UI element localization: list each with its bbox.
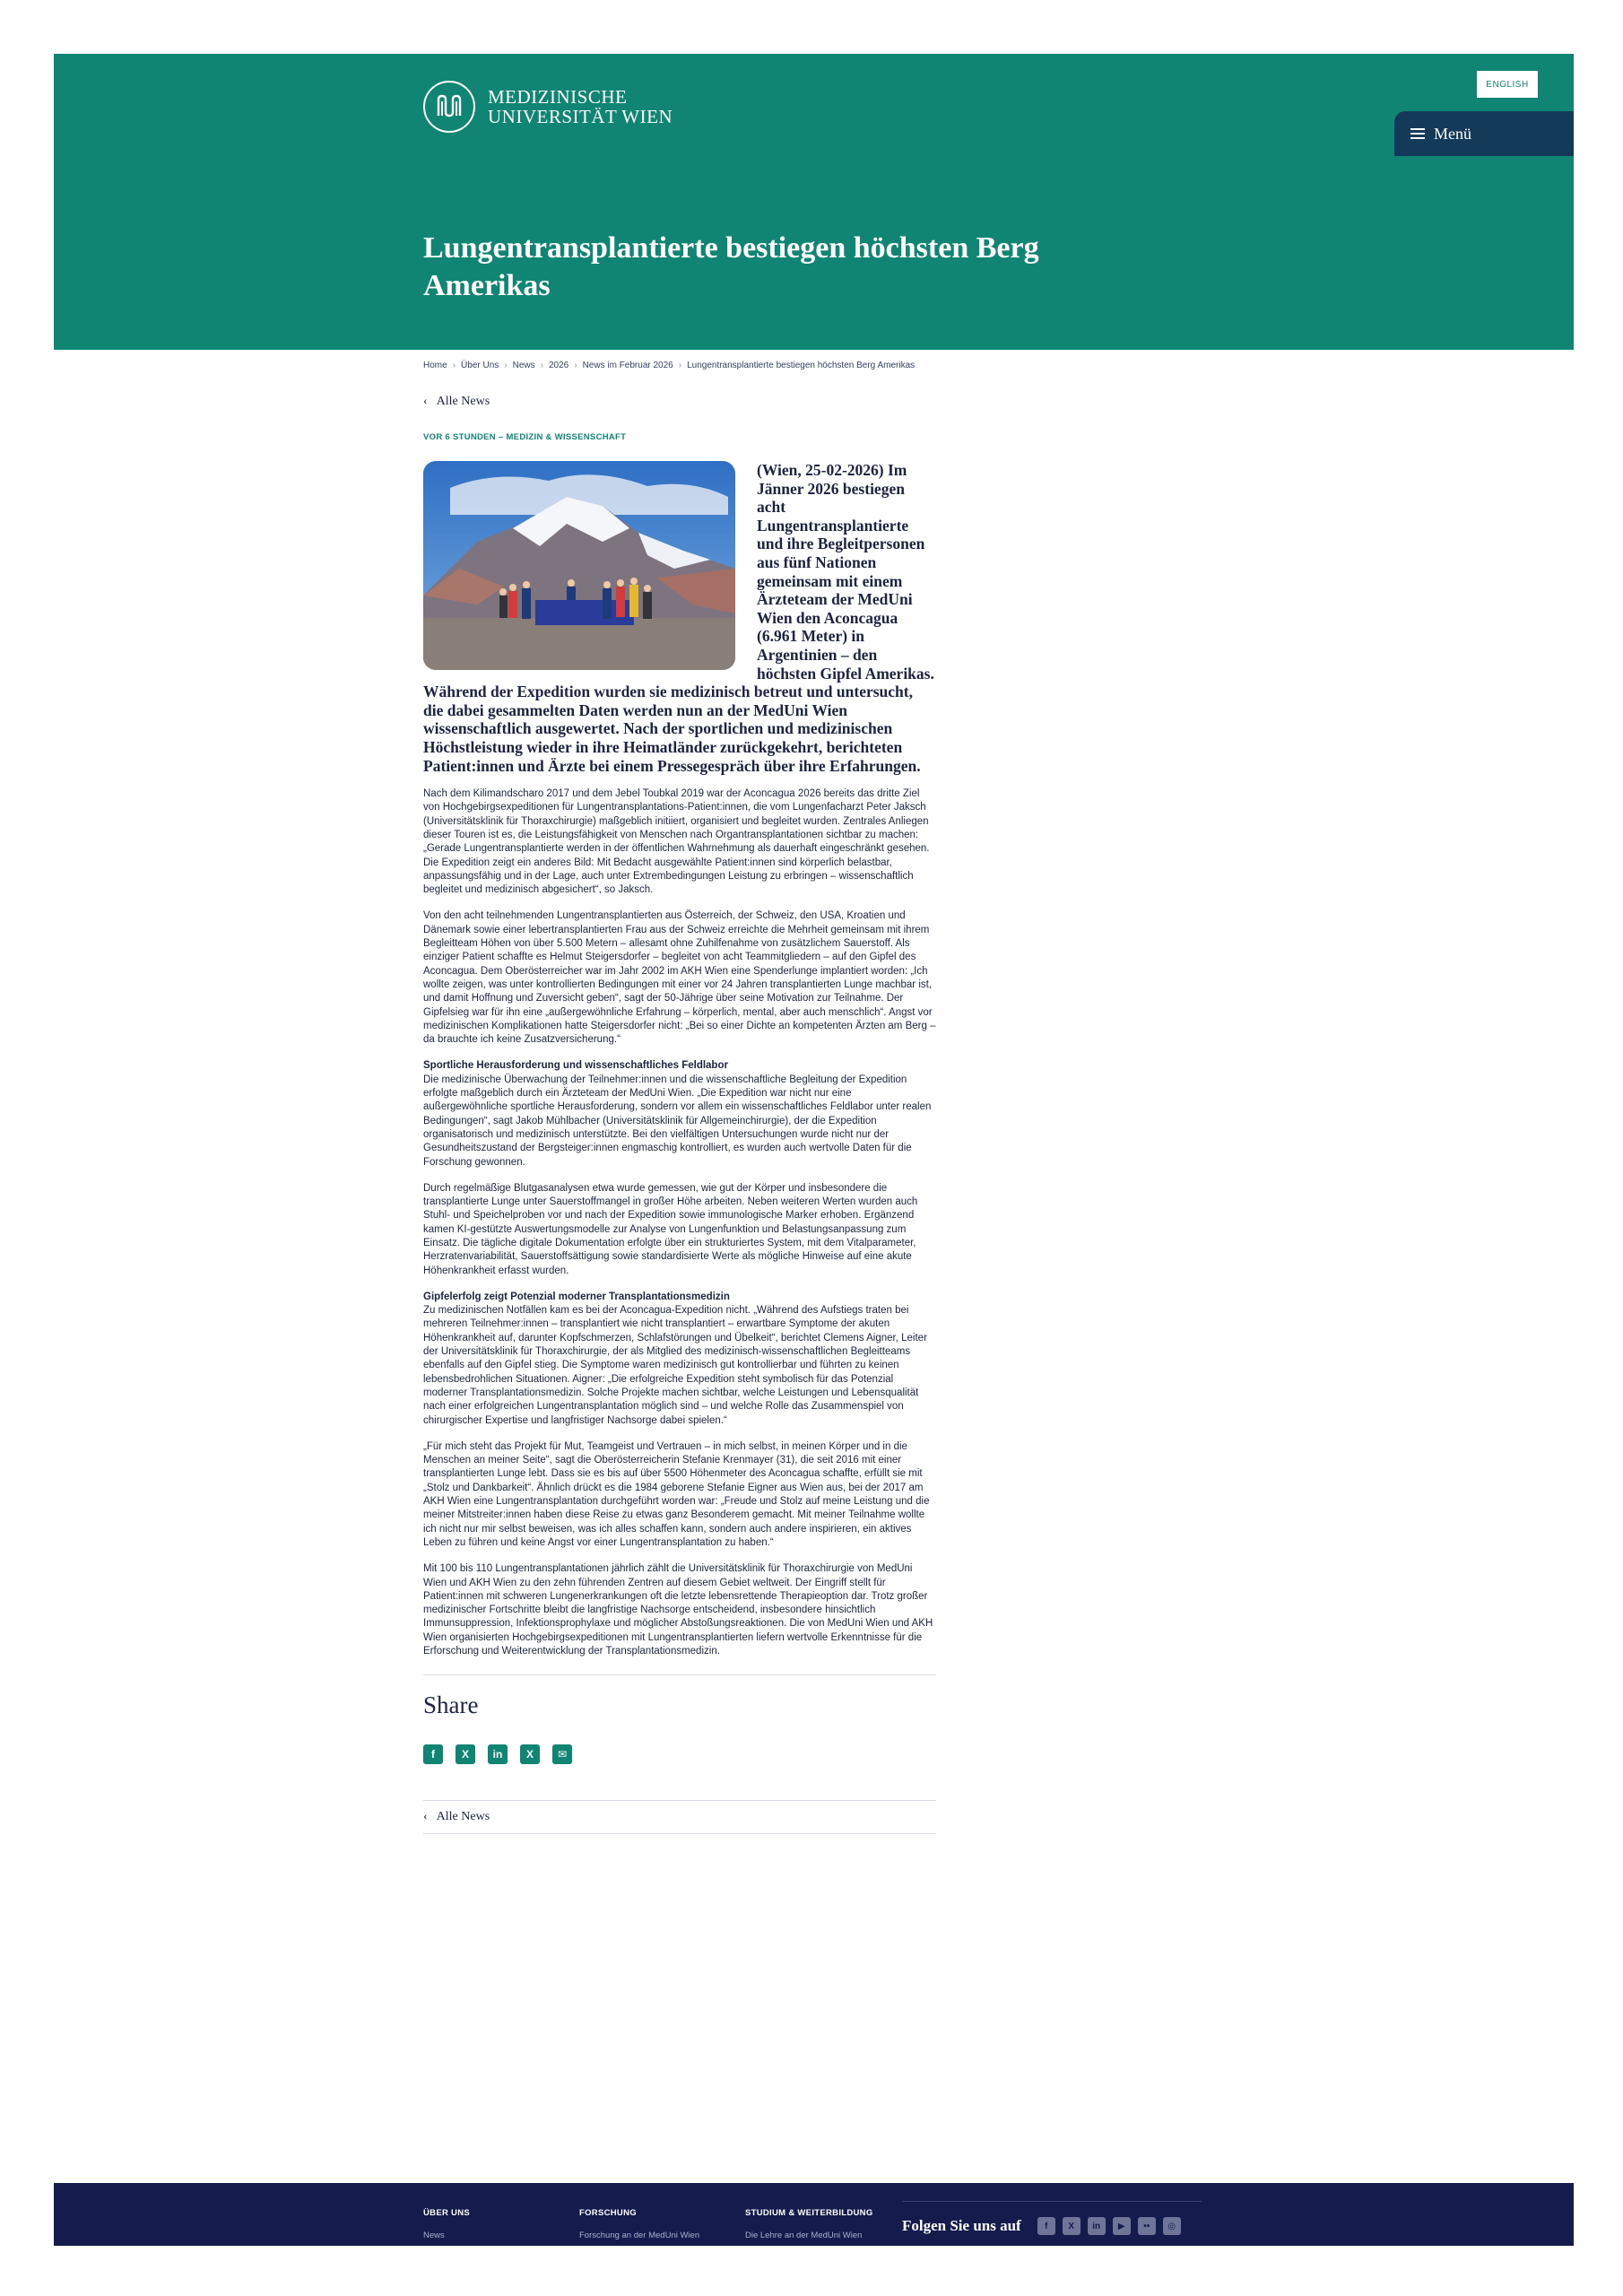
breadcrumb-item-home[interactable]: Home bbox=[423, 361, 447, 370]
social-row bbox=[902, 2217, 1202, 2235]
footer-link[interactable]: News bbox=[423, 2231, 445, 2240]
x-share-icon[interactable]: X bbox=[456, 1744, 475, 1764]
footer-column-studium bbox=[745, 2208, 873, 2240]
chevron-left-icon: ‹ bbox=[423, 395, 428, 408]
section-heading: Sportliche Herausforderung und wissenschaftliches Feldlabor bbox=[423, 1060, 728, 1072]
divider bbox=[423, 1833, 936, 1834]
breadcrumb-item-news[interactable]: News bbox=[512, 361, 535, 370]
social-follow bbox=[902, 2201, 1202, 2235]
footer-column-forschung bbox=[579, 2208, 699, 2240]
footer-link[interactable]: Die Lehre an der MedUni Wien bbox=[745, 2231, 863, 2240]
page-title: Lungentransplantierte bestiegen höchsten Berg Amerikas bbox=[423, 231, 1039, 302]
facebook-share-icon[interactable]: f bbox=[423, 1744, 443, 1764]
chevron-right-icon: › bbox=[574, 361, 577, 370]
footer-heading: FORSCHUNG bbox=[579, 2208, 637, 2218]
publish-time: VOR 6 STUNDEN bbox=[423, 432, 496, 442]
flickr-icon[interactable]: •• bbox=[1138, 2217, 1156, 2235]
back-to-news-link[interactable] bbox=[423, 395, 936, 409]
back-to-news-link-bottom[interactable] bbox=[423, 1810, 936, 1824]
breadcrumb bbox=[423, 361, 936, 370]
share-buttons bbox=[423, 1744, 936, 1764]
body-paragraph: Von den acht teilnehmenden Lungentransplantierten aus Österreich, der Schweiz, den USA, Kroatien und Dänemark sowie einer lebertransplantierten Frau aus der Schweiz erreichte die Mehrheit gemeinsam mit ihrem Begleitteam Höhen von über 5.500 Metern – allesamt ohne Zuhilfenahme von zusätzlichem Sauerstoff. Als einziger Patient schaffte es Helmut Steigersdorfer – begleitet von acht Teammitgliedern – auf den Gipfel des Aconcagua. Dem Oberösterreicher war im Jahr 2002 im AKH Wien eine Spenderlunge implantiert worden: „Ich wollte zeigen, was unter kontrollierten Bedingungen mit einer vor 24 Jahren transplantierten Lunge machbar ist, und damit Hoffnung und Zuversicht geben“, sagt der 50-Jährige über seine Motivation zur Teilnahme. Der Gipfelsieg war für ihn eine „außergewöhnliche Erfahrung – körperlich, mental, aber auch menschlich“. Angst vor medizinischen Komplikationen hatte Steigersdorfer nicht: „Bei so einer Dichte an kompetenten Ärzten am Berg – da brauchte ich keine Zusatzversicherung.“ bbox=[423, 910, 936, 1046]
breadcrumb-item-2026[interactable]: 2026 bbox=[548, 361, 569, 370]
footer-column-ueber-uns bbox=[423, 2208, 470, 2240]
youtube-icon[interactable]: ▶ bbox=[1113, 2217, 1131, 2235]
language-switch-button[interactable]: ENGLISH bbox=[1477, 71, 1538, 98]
article bbox=[423, 359, 936, 1834]
footer-heading: STUDIUM & WEITERBILDUNG bbox=[745, 2208, 873, 2218]
meta-separator: – bbox=[498, 432, 504, 442]
logo-line-1: MEDIZINISCHE bbox=[488, 86, 628, 108]
chevron-right-icon: › bbox=[678, 361, 682, 370]
back-link-label: Alle News bbox=[436, 395, 490, 408]
logo-wordmark bbox=[488, 87, 673, 126]
body-paragraph: Durch regelmäßige Blutgasanalysen etwa wurde gemessen, wie gut der Körper und insbesondere die transplantierte Lunge unter Sauerstoffmangel in großer Höhe arbeiten. Neben weiteren Werten wurden auch Stuhl- und Speichelproben vor und nach der Expedition sowie immunologische Marker erhoben. Ergänzend kamen KI-gestützte Auswertungsmodelle zur Analyse von Lungenfunktion und Belastungsanpassung zum Einsatz. Die tägliche digitale Dokumentation erfolgte über ein strukturiertes System, mit dem Vitalparameter, Herzratenvariabilität, Sauerstoffsättigung sowie standardisierte Werte als mögliche Hinweise auf eine akute Höhenkrankheit erfasst wurden. bbox=[423, 1182, 918, 1276]
body-paragraph: Nach dem Kilimandscharo 2017 und dem Jebel Toubkal 2019 war der Aconcagua 2026 bereits das dritte Ziel von Hochgebirgsexpeditionen für Lungentransplantations-Patient:innen, die vom Lungenfacharzt Peter Jaksch (Universitätsklinik für Thoraxchirurgie) maßgeblich initiiert, organisiert und begleitet wurden. Zentrales Anliegen dieser Touren ist es, die Leistungsfähigkeit von Menschen nach Organtransplantationen sichtbar zu machen: „Gerade Lungentransplantierte werden in der öffentlichen Wahrnehmung als dauerhaft eingeschränkt gesehen. Die Expedition zeigt ein anderes Bild: Mit Bedacht ausgewählte Patient:innen sind körperlich belastbar, anpassungsfähig und in der Lage, auch unter Extrembedingungen Leistung zu erbringen – wissenschaftlich begleitet und medizinisch abgesichert“, so Jaksch. bbox=[423, 788, 930, 896]
body-paragraph: „Für mich steht das Projekt für Mut, Teamgeist und Vertrauen – in mich selbst, in meinen Körper und in die Menschen an meiner Seite“, sagt die Oberösterreicherin Stefanie Krenmayer (31), die seit 2016 mit einer transplantierten Lunge lebt. Dass sie es bis auf über 5500 Höhenmeter des Aconcagua schaffte, erfüllt sie mit „Stolz und Dankbarkeit“. Ähnlich drückt es die 1984 geborene Stefanie Eigner aus Wien aus, bei der 2017 am AKH Wien eine Lungentransplantation durchgeführt worden war: „Freude und Stolz auf meine Leistung und die meiner Mitstreiter:innen haben diese Reise zu etwas ganz Besonderem gemacht. Mit meiner Teilnahme wollte ich nicht nur mir selbst beweisen, was ich alles schaffen kann, sondern auch andere inspirieren, ein aktives Leben zu führen und keine Angst vor einer Lungentransplantation zu haben.“ bbox=[423, 1440, 930, 1548]
xing-share-icon[interactable]: X bbox=[520, 1744, 540, 1764]
breadcrumb-item-ueber-uns[interactable]: Über Uns bbox=[461, 361, 499, 370]
footer bbox=[54, 2183, 1574, 2246]
category-tag[interactable]: MEDIZIN & WISSENSCHAFT bbox=[506, 432, 627, 442]
lead-section bbox=[423, 461, 936, 775]
body-paragraph: Die medizinische Überwachung der Teilnehmer:innen und die wissenschaftliche Begleitung der Expedition erfolgte maßgeblich durch ein Ärzteteam der MedUni Wien. „Die Expedition war nicht nur eine außergewöhnliche sportliche Herausforderung, sondern vor allem ein wissenschaftliches Feldlabor unter realen Bedingungen“, sagt Jakob Mühlbacher (Universitätsklinik für Allgemeinchirurgie), der die Expedition organisatorisch und medizinisch unterstützte. Bei den vielfältigen Untersuchungen wurde nicht nur der Gesundheitszustand der Bergsteiger:innen engmaschig kontrolliert, es wurden auch wertvolle Daten für die Forschung gewonnen. bbox=[423, 1074, 932, 1168]
facebook-icon[interactable]: f bbox=[1037, 2217, 1055, 2235]
header-banner bbox=[54, 54, 1574, 350]
x-icon[interactable]: X bbox=[1063, 2217, 1081, 2235]
expedition-photo bbox=[423, 461, 735, 670]
hamburger-icon bbox=[1410, 126, 1425, 142]
back-link-label: Alle News bbox=[436, 1810, 490, 1824]
instagram-icon[interactable]: ◎ bbox=[1163, 2217, 1181, 2235]
linkedin-share-icon[interactable]: in bbox=[488, 1744, 508, 1764]
footer-heading: ÜBER UNS bbox=[423, 2208, 471, 2218]
section-heading: Gipfelerfolg zeigt Potenzial moderner Transplantationsmedizin bbox=[423, 1291, 730, 1302]
article-meta bbox=[423, 432, 936, 442]
chevron-right-icon: › bbox=[540, 361, 543, 370]
article-body bbox=[423, 787, 936, 1658]
breadcrumb-item-news-februar[interactable]: News im Februar 2026 bbox=[582, 361, 673, 370]
linkedin-icon[interactable]: in bbox=[1088, 2217, 1106, 2235]
breadcrumb-item-current: Lungentransplantierte bestiegen höchsten Berg Amerikas bbox=[687, 361, 916, 370]
chevron-left-icon: ‹ bbox=[423, 1810, 428, 1824]
menu-label: Menü bbox=[1434, 124, 1471, 143]
lead-paragraph: (Wien, 25-02-2026) Im Jänner 2026 bestiegen acht Lungentransplantierte und ihre Begleitpersonen aus fünf Nationen gemeinsam mit einem Ärzteteam der MedUni Wien den Aconcagua (6.961 Meter) in Argentinien – den höchsten Gipfel Amerikas. Während der Expedition wurden sie medizinisch betreut und untersucht, die dabei gesammelten Daten werden nun an der MedUni Wien wissenschaftlich ausgewertet. Nach der sportlichen und medizinischen Höchstleistung wieder in ihre Heimatländer zurückgekehrt, berichteten Patient:innen und Ärzte bei einem Pressegespräch über ihre Erfahrungen. bbox=[423, 461, 934, 775]
divider bbox=[423, 1674, 936, 1675]
body-paragraph: Zu medizinischen Notfällen kam es bei der Aconcagua-Expedition nicht. „Während des Aufstiegs traten bei mehreren Teilnehmer:innen – transplantiert wie nicht transplantiert – erwartbare Symptome der akuten Höhenkrankheit auf, darunter Kopfschmerzen, Schlafstörungen und Übelkeit“, berichtet Clemens Aigner, Leiter der Universitätsklinik für Thoraxchirurgie, der als Mitglied des medizinisch-wissenschaftlichen Begleitteams ebenfalls auf den Gipfel stieg. Die Symptome waren medizinisch gut kontrollierbar und führten zu keinen lebensbedrohlichen Situationen. Aigner: „Die erfolgreiche Expedition steht symbolisch für das Potenzial moderner Transplantationsmedizin. Solche Projekte machen sichtbar, welche Leistungen und Lebensqualität nach einer erfolgreichen Lungentransplantation möglich sind – und welche Rolle das Zusammenspiel von chirurgischer Expertise und langfristiger Nachsorge dabei spielen.“ bbox=[423, 1305, 927, 1426]
university-logo[interactable] bbox=[423, 81, 673, 133]
body-paragraph: Mit 100 bis 110 Lungentransplantationen jährlich zählt die Universitätsklinik für Thoraxchirurgie von MedUni Wien und AKH Wien zu den zehn führenden Zentren auf diesem Gebiet weltweit. Der Eingriff stellt für Patient:innen mit schweren Lungenerkrankungen oft die letzte lebensrettende Therapieoption dar. Trotz großer medizinischer Fortschritte bleibt die langfristige Nachsorge entscheidend, insbesondere hinsichtlich Immunsuppression, Infektionsprophylaxe und möglicher Abstoßungsreaktionen. Die von MedUni Wien und AKH Wien organisierten Hochgebirgsexpeditionen mit Lungentransplantierten liefern wertvolle Erkenntnisse für die Erforschung und Weiterentwicklung der Transplantationsmedizin. bbox=[423, 1563, 933, 1657]
logo-line-2: UNIVERSITÄT WIEN bbox=[488, 106, 673, 127]
divider bbox=[423, 1800, 936, 1801]
menu-button[interactable] bbox=[1394, 111, 1574, 156]
follow-label: Folgen Sie uns auf bbox=[902, 2217, 1021, 2234]
divider bbox=[902, 2201, 1202, 2202]
chevron-right-icon: › bbox=[452, 361, 456, 370]
chevron-right-icon: › bbox=[504, 361, 508, 370]
email-share-icon[interactable]: ✉ bbox=[552, 1744, 572, 1764]
footer-link[interactable]: Forschung an der MedUni Wien bbox=[579, 2231, 700, 2240]
share-heading: Share bbox=[423, 1692, 479, 1719]
logo-mark-icon bbox=[423, 81, 475, 133]
